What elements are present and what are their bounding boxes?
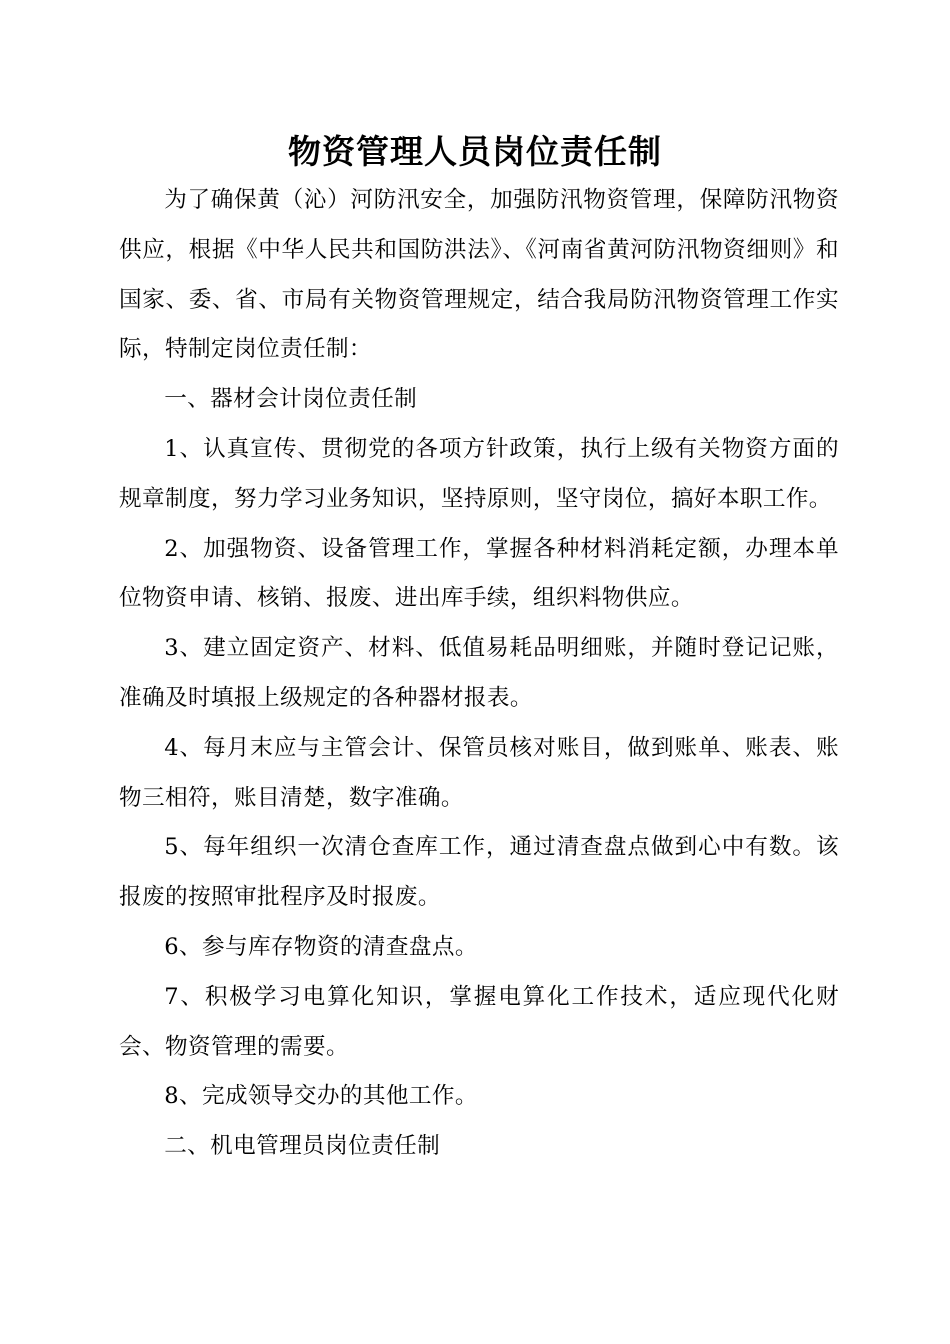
clause-paragraph-3: 3、建立固定资产、材料、低值易耗品明细账，并随时登记记账，准确及时填报上级规定的各种器材报表。: [119, 635, 839, 711]
clause-paragraph-1: 1、认真宣传、贯彻党的各项方针政策，执行上级有关物资方面的规章制度，努力学习业务知识，坚持原则，坚守岗位，搞好本职工作。: [119, 435, 839, 512]
clause-paragraph-2: 2、加强物资、设备管理工作，掌握各种材料消耗定额，办理本单位物资申请、核销、报废、进出库手续，组织料物供应。: [119, 535, 839, 612]
clause-paragraph-8: 8、完成领导交办的其他工作。: [164, 1083, 478, 1110]
intro-paragraph: 为了确保黄（沁）河防汛安全，加强防汛物资管理，保障防汛物资供应，根据《中华人民共和国防洪法》、《河南省黄河防汛物资细则》和国家、委、省、市局有关物资管理规定，结合我局防汛物资管理工作实际，特制定岗位责任制：: [119, 187, 839, 363]
document-body: [119, 176, 839, 1172]
section-heading-1: 一、器材会计岗位责任制: [164, 386, 418, 413]
section-heading-2: 二、机电管理员岗位责任制: [164, 1133, 441, 1160]
clause-paragraph-4: 4、每月末应与主管会计、保管员核对账目，做到账单、账表、账物三相符，账目清楚，数字准确。: [119, 734, 839, 811]
document-title: 物资管理人员岗位责任制: [288, 132, 662, 171]
clause-paragraph-6: 6、参与库存物资的清查盘点。: [164, 933, 478, 960]
clause-paragraph-5: 5、每年组织一次清仓查库工作，通过清查盘点做到心中有数。该报废的按照审批程序及时报废。: [119, 834, 839, 911]
clause-paragraph-7: 7、积极学习电算化知识，掌握电算化工作技术，适应现代化财会、物资管理的需要。: [119, 983, 839, 1060]
